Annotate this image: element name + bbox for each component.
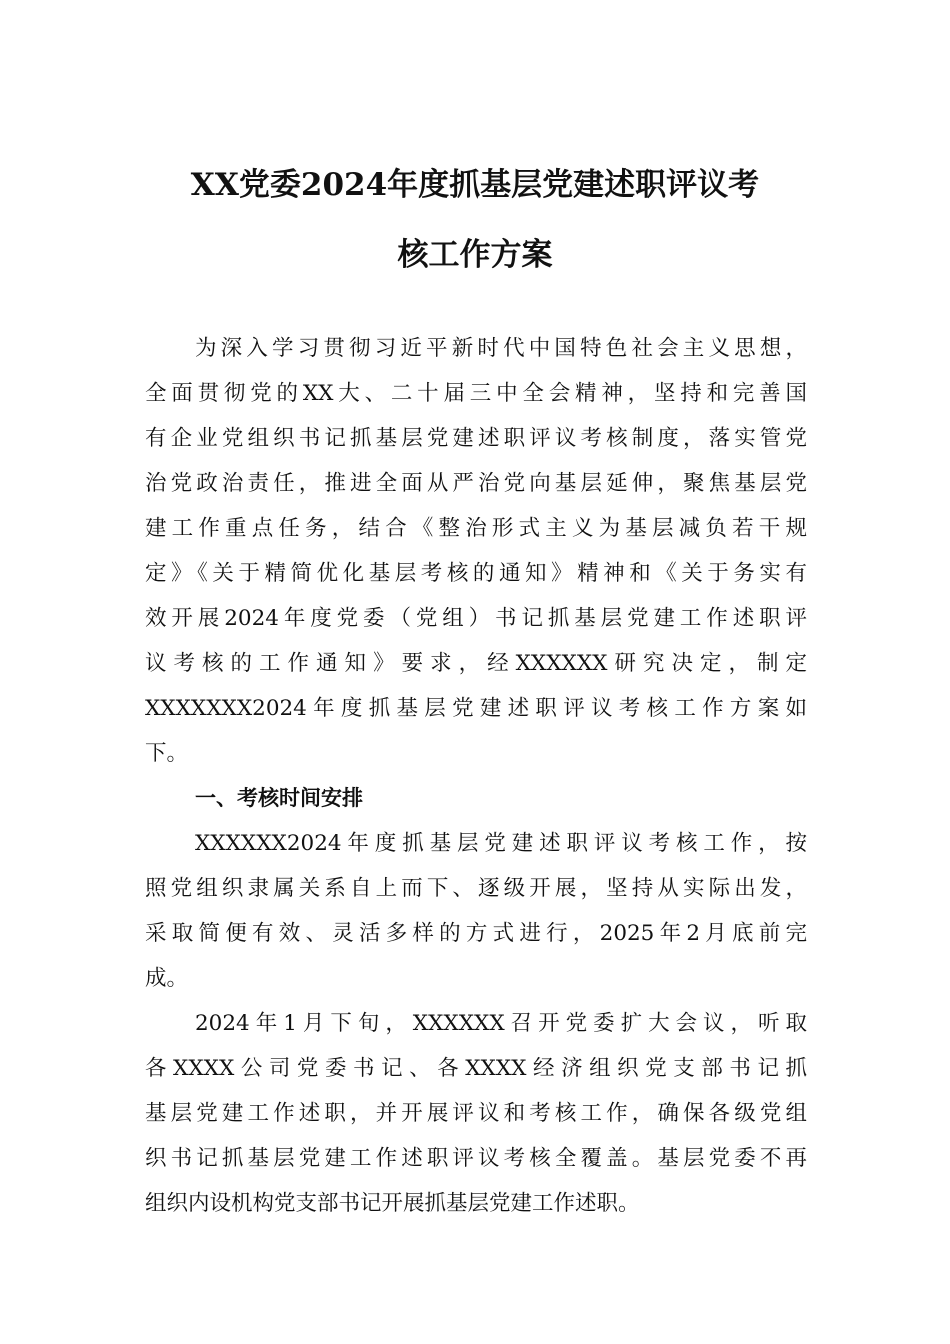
text-line: XXXXXXX2024年度抓基层党建述职评议考核工作方案如 xyxy=(145,696,807,721)
text-line: 各XXXX公司党委书记、各XXXX经济组织党支部书记抓 xyxy=(145,1056,807,1081)
text-line: 定》《关于精简优化基层考核的通知》精神和《关于务实有 xyxy=(145,561,807,586)
title-line: XX党委2024年度抓基层党建述职评议考 xyxy=(190,167,760,203)
text-line: 织书记抓基层党建工作述职评议考核全覆盖。基层党委不再 xyxy=(145,1146,807,1171)
text-line: 组织内设机构党支部书记开展抓基层党建工作述职。 xyxy=(145,1191,640,1216)
document-title xyxy=(0,150,950,290)
text-line: 有企业党组织书记抓基层党建述职评议考核制度，落实管党 xyxy=(145,426,807,451)
paragraph xyxy=(145,1001,807,1226)
text-line: 治党政治责任，推进全面从严治党向基层延伸，聚焦基层党 xyxy=(145,471,807,496)
text-line: 为深入学习贯彻习近平新时代中国特色社会主义思想， xyxy=(195,336,807,361)
paragraph xyxy=(145,821,807,1001)
text-line: XXXXXX2024年度抓基层党建述职评议考核工作，按 xyxy=(195,831,807,856)
text-line: 效开展2024年度党委（党组）书记抓基层党建工作述职评 xyxy=(145,606,807,631)
text-line: 一、考核时间安排 xyxy=(195,786,363,810)
text-line: 建工作重点任务，结合《整治形式主义为基层减负若干规 xyxy=(145,516,807,541)
paragraph xyxy=(145,326,807,776)
text-line: 下。 xyxy=(145,741,189,766)
section-heading xyxy=(145,776,807,821)
text-line: 采取简便有效、灵活多样的方式进行，2025年2月底前完 xyxy=(145,921,807,946)
text-line: 成。 xyxy=(145,966,189,991)
text-line: 2024年1月下旬，XXXXXX召开党委扩大会议，听取 xyxy=(195,1011,807,1036)
text-line: 议考核的工作通知》要求，经XXXXXX研究决定，制定 xyxy=(145,651,807,676)
text-line: 全面贯彻党的XX大、二十届三中全会精神，坚持和完善国 xyxy=(145,381,807,406)
document-body xyxy=(145,326,807,1226)
text-line: 照党组织隶属关系自上而下、逐级开展，坚持从实际出发， xyxy=(145,876,807,901)
title-line: 核工作方案 xyxy=(397,237,553,273)
text-line: 基层党建工作述职，并开展评议和考核工作，确保各级党组 xyxy=(145,1101,807,1126)
